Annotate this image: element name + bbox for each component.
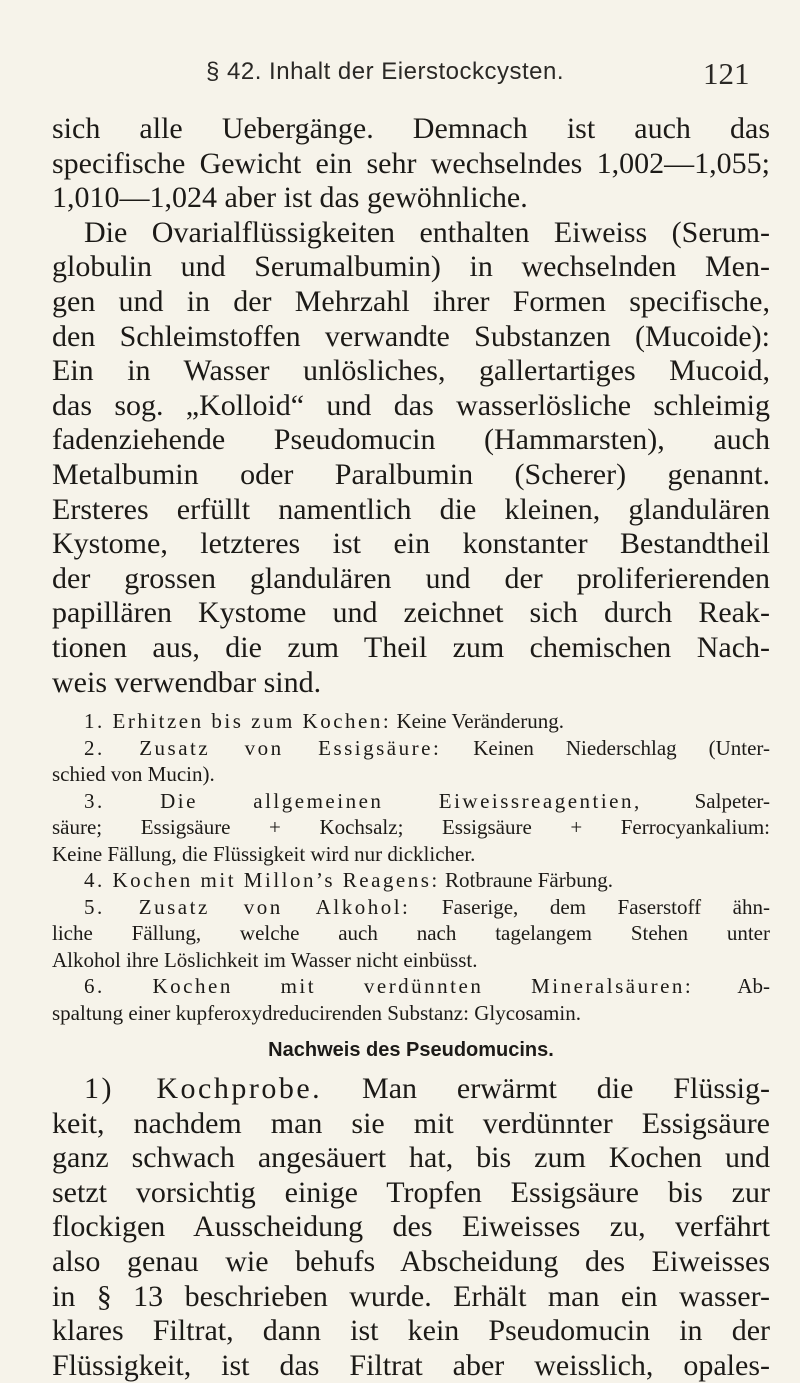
reaction-item (52, 894, 770, 921)
running-header (0, 52, 800, 92)
text-line: fadenziehende Pseudomucin (Hammarsten), auch (52, 423, 770, 457)
reaction-label: 4. Kochen mit Millon’s Reagens: (84, 868, 440, 893)
text-line: tionen aus, die zum Theil zum chemischen Nach- (52, 630, 770, 664)
reaction-continuation: Keine Fällung, die Flüssigkeit wird nur dicklicher. (52, 841, 476, 866)
text-line: also genau wie behufs Abscheidung des Eiweisses (52, 1245, 770, 1279)
reaction-text: Rotbraune Färbung. (439, 868, 613, 893)
text-line: Ein in Wasser unlösliches, gallertartiges Mucoid, (52, 354, 770, 388)
kochprobe-label: 1) Kochprobe. (84, 1072, 323, 1106)
text-line: sich alle Uebergänge. Demnach ist auch das (52, 112, 770, 145)
text-line: keit, nachdem man sie mit verdünnter Essigsäure (52, 1106, 770, 1140)
text-line: setzt vorsichtig einige Tropfen Essigsäure bis zur (52, 1175, 770, 1209)
text-line: Die Ovarialflüssigkeiten enthalten Eiweiss (Serum- (84, 215, 770, 249)
text-line: Kystome, letzteres ist ein konstanter Bestandtheil (52, 527, 770, 561)
reaction-item (52, 708, 770, 735)
text-line: Metalbumin oder Paralbumin (Scherer) genannt. (52, 457, 770, 491)
reaction-label: 5. Zusatz von Alkohol: (84, 894, 411, 919)
text-line: weis verwendbar sind. (52, 665, 322, 699)
page-body (52, 112, 770, 1383)
paragraph-kochprobe (52, 1072, 770, 1383)
text-line: globulin und Serumalbumin) in wechselnden Men- (52, 250, 770, 284)
reaction-item (52, 973, 770, 1000)
text-line: in § 13 beschrieben wurde. Erhält man ein wasser- (52, 1279, 770, 1313)
section-heading: Nachweis des Pseudomucins. (268, 1039, 554, 1062)
reaction-text: Keine Veränderung. (391, 709, 564, 734)
reaction-continuation: liche Fällung, welche auch nach tagelangem Stehen unter (52, 921, 770, 946)
text-line: ganz schwach angesäuert hat, bis zum Kochen und (52, 1141, 770, 1175)
reaction-text: Keinen Niederschlag (Unter- (441, 735, 770, 760)
reaction-list (52, 708, 770, 1026)
reaction-item (52, 735, 770, 762)
reaction-label: 3. Die allgemeinen Eiweissreagentien, (84, 788, 642, 813)
reaction-text: Ab- (693, 974, 771, 999)
text-line: flockigen Ausscheidung des Eiweisses zu, verfährt (52, 1210, 770, 1244)
text-line: Ersteres erfüllt namentlich die kleinen, glandulären (52, 492, 770, 526)
text-line: der grossen glandulären und der proliferierenden (52, 561, 770, 595)
reaction-label: 2. Zusatz von Essigsäure: (84, 735, 442, 760)
text-line: Flüssigkeit, ist das Filtrat aber weisslich, opales- (52, 1348, 770, 1382)
page-number: 121 (703, 56, 750, 91)
reaction-continuation: säure; Essigsäure + Kochsalz; Essigsäure + Ferrocyankalium: (52, 815, 770, 840)
reaction-label: 1. Erhitzen bis zum Kochen: (84, 709, 392, 734)
reaction-continuation: spaltung einer kupferoxydreducirenden Substanz: Glycosamin. (52, 1000, 581, 1025)
paragraph-specific-gravity (52, 112, 770, 216)
reaction-label: 6. Kochen mit verdünnten Mineralsäuren: (84, 974, 694, 999)
kochprobe-text: Man erwärmt die Flüssig- (322, 1072, 771, 1106)
text-line: klares Filtrat, dann ist kein Pseudomucin in der (52, 1314, 770, 1348)
text-line: den Schleimstoffen verwandte Substanzen (Mucoide): (52, 319, 770, 353)
text-line: papillären Kystome und zeichnet sich durch Reak- (52, 596, 770, 630)
text-line: 1,010—1,024 aber ist das gewöhnliche. (52, 181, 528, 215)
reaction-text: Faserige, dem Faserstoff ähn- (410, 894, 770, 919)
header-title: § 42. Inhalt der Eierstockcysten. (206, 58, 565, 85)
reaction-text: Salpeter- (641, 788, 770, 813)
reaction-item (52, 788, 770, 815)
paragraph-ovarial-fluids (52, 216, 770, 700)
text-line: gen und in der Mehrzahl ihrer Formen specifische, (52, 284, 770, 318)
reaction-item (52, 867, 770, 894)
text-line: das sog. „Kolloid“ und das wasserlösliche schleimig (52, 388, 770, 422)
reaction-continuation: Alkohol ihre Löslichkeit im Wasser nicht einbüsst. (52, 947, 478, 972)
reaction-continuation: schied von Mucin). (52, 762, 215, 787)
text-line (52, 1072, 770, 1107)
text-line: specifische Gewicht ein sehr wechselndes 1,002—1,055; (52, 146, 770, 180)
